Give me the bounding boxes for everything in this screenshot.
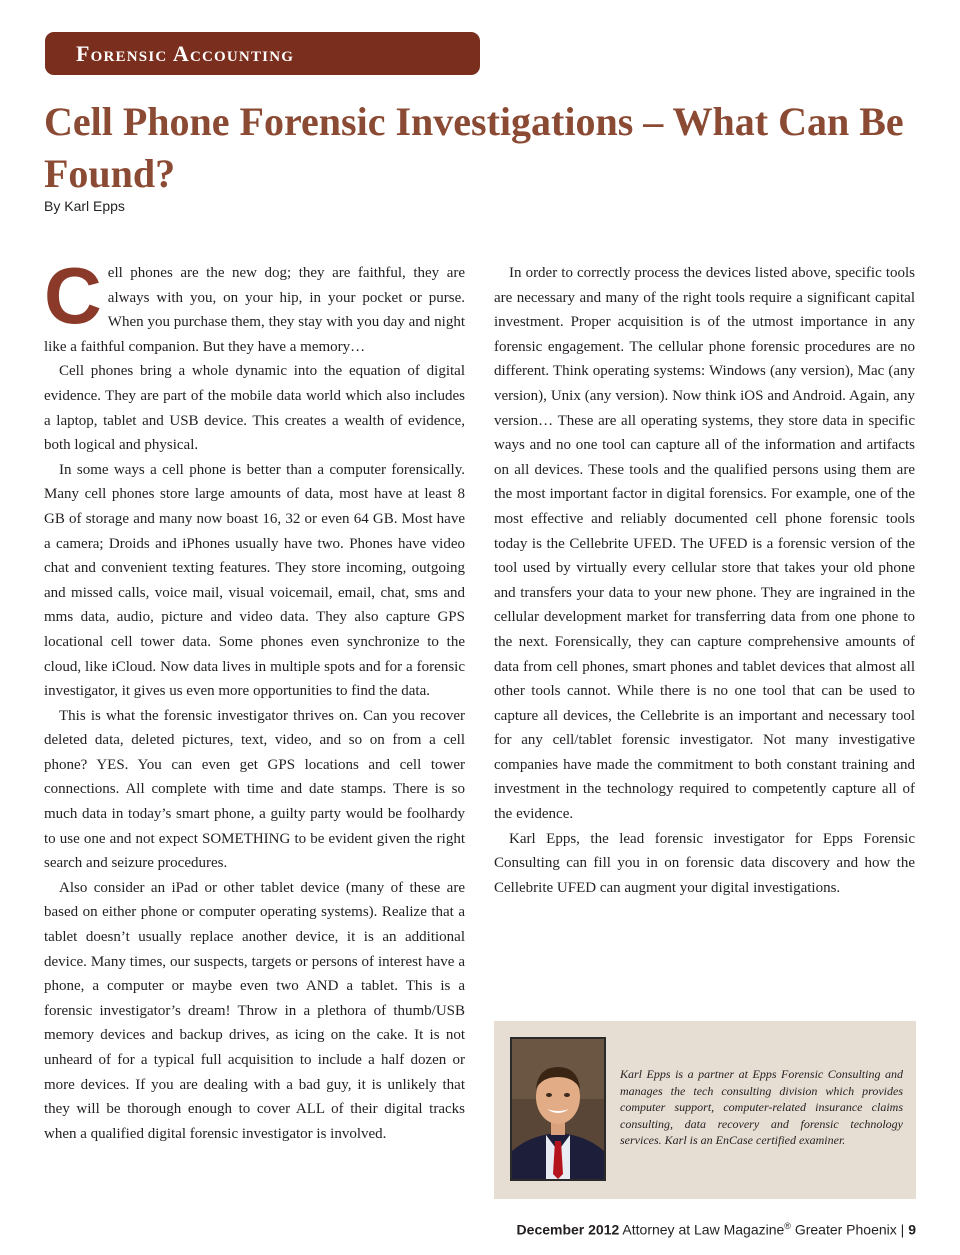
author-photo xyxy=(510,1037,606,1181)
author-bio-box xyxy=(494,1021,916,1199)
left-column xyxy=(44,251,465,1146)
paragraph: In some ways a cell phone is better than a computer forensically. Many cell phones store large amounts of data, most have at least 8 GB of storage and many now boast 16, 32 or even 64 GB. Most have a camera; Droids and iPhones usually have two. Phones have video chat and convenient texting features. They store incoming, outgoing and missed calls, voice mail, visual voicemail, email, chat, sms and mms data, audio, picture and video data. They also capture GPS locational cell tower data. Some phones even synchronize to the cloud, like iCloud. Now data lives in multiple spots and for a forensic investigator, it gives us even more opportunities to find the data. xyxy=(44,461,465,700)
author-portrait-image xyxy=(512,1039,604,1179)
article-title: Cell Phone Forensic Investigations – What Can Be Found? xyxy=(44,99,904,196)
footer-separator: | xyxy=(900,1221,905,1238)
paragraph: This is what the forensic investigator thrives on. Can you recover deleted data, deleted pictures, text, video, and so on from a cell phone? YES. You can even get GPS locations and cell tower connections. All complete with time and date stamps. There is so much data in today’s smart phone, a guilty party would be foolhardy to use one and not expect SOMETHING to be evident given the right search and seizure procedures. xyxy=(44,707,465,872)
drop-cap: C xyxy=(44,251,102,340)
byline: By Karl Epps xyxy=(44,198,125,214)
paragraph: Also consider an iPad or other tablet device (many of these are based on either phone or computer operating systems). Realize that a tablet doesn’t usually replace another device, it is an additional device. Many times, our suspects, targets or persons of interest have a phone, a computer or maybe even two AND a tablet. This is a forensic investigator’s dream! Throw in a plethora of thumb/USB memory devices and backup drives, as icing on the cake. It is not unheard of for a typical full acquisition to include a half dozen or more devices. If you are dealing with a bad guy, it is unlikely that they will be thorough enough to cover ALL of their digital tracks when a qualified digital forensic investigator is involved. xyxy=(44,879,465,1142)
first-paragraph xyxy=(44,251,465,359)
paragraph: Cell phones bring a whole dynamic into the equation of digital evidence. They are part of the mobile data world which also includes a laptop, tablet and USB device. This creates a wealth of evidence, both logical and physical. xyxy=(44,363,465,454)
section-label: Forensic Accounting xyxy=(76,40,295,66)
section-tab xyxy=(45,32,480,75)
paragraph: In order to correctly process the devices listed above, specific tools are necessary and many of the right tools require a significant capital investment. Proper acquisition is of the utmost importance in any forensic engagement. The cellular phone forensic procedures are no different. Think operating systems: Windows (any version), Mac (any version), Unix (any version). Now think iOS and Android. Again, any version… These are all operating systems, they store data in specific ways and no one tool can capture all of the information and artifacts on all devices. These tools and the qualified persons using them are the most important factor in digital forensics. For example, one of the most effective and reliably documented cell phone forensic tools today is the Cellebrite UFED. The UFED is a forensic version of the tool used by virtually every cellular store that takes your old phone and transfers your data to your new phone. They are ingrained in the cellular development market for transferring data from one phone to the next. Forensically, they can capture comprehensive amounts of data from cell phones, smart phones and tablet devices that almost all other tools cannot. While there is no one tool that can be used to capture all devices, the Cellebrite is an important and necessary tool for any cell/tablet forensic investigator. Not many investigative companies have made the commitment to both constant training and investment in the technology required to competently capture all of the evidence. xyxy=(494,265,915,823)
page-number: 9 xyxy=(908,1221,916,1238)
footer-edition: Greater Phoenix xyxy=(794,1221,897,1238)
footer-date: December 2012 xyxy=(516,1221,620,1238)
right-column xyxy=(494,261,915,900)
first-paragraph-text: ell phones are the new dog; they are faithful, they are always with you, on your hip, in your pocket or purse. When you purchase them, they stay with you day and night like a faithful companion. But they have a memory… xyxy=(44,265,465,355)
paragraph: Karl Epps, the lead forensic investigator for Epps Forensic Consulting can fill you in on forensic data discovery and how the Cellebrite UFED can augment your digital investigations. xyxy=(494,830,915,896)
registered-mark: ® xyxy=(784,1221,791,1231)
footer-magazine: Attorney at Law Magazine xyxy=(622,1221,785,1238)
page-footer xyxy=(517,1221,916,1238)
author-bio-text: Karl Epps is a partner at Epps Forensic Consulting and manages the tech consulting division which provides computer support, computer-related insurance claims consulting, data recovery and forensic technology services. Karl is an EnCase certified examiner. xyxy=(620,1067,903,1147)
